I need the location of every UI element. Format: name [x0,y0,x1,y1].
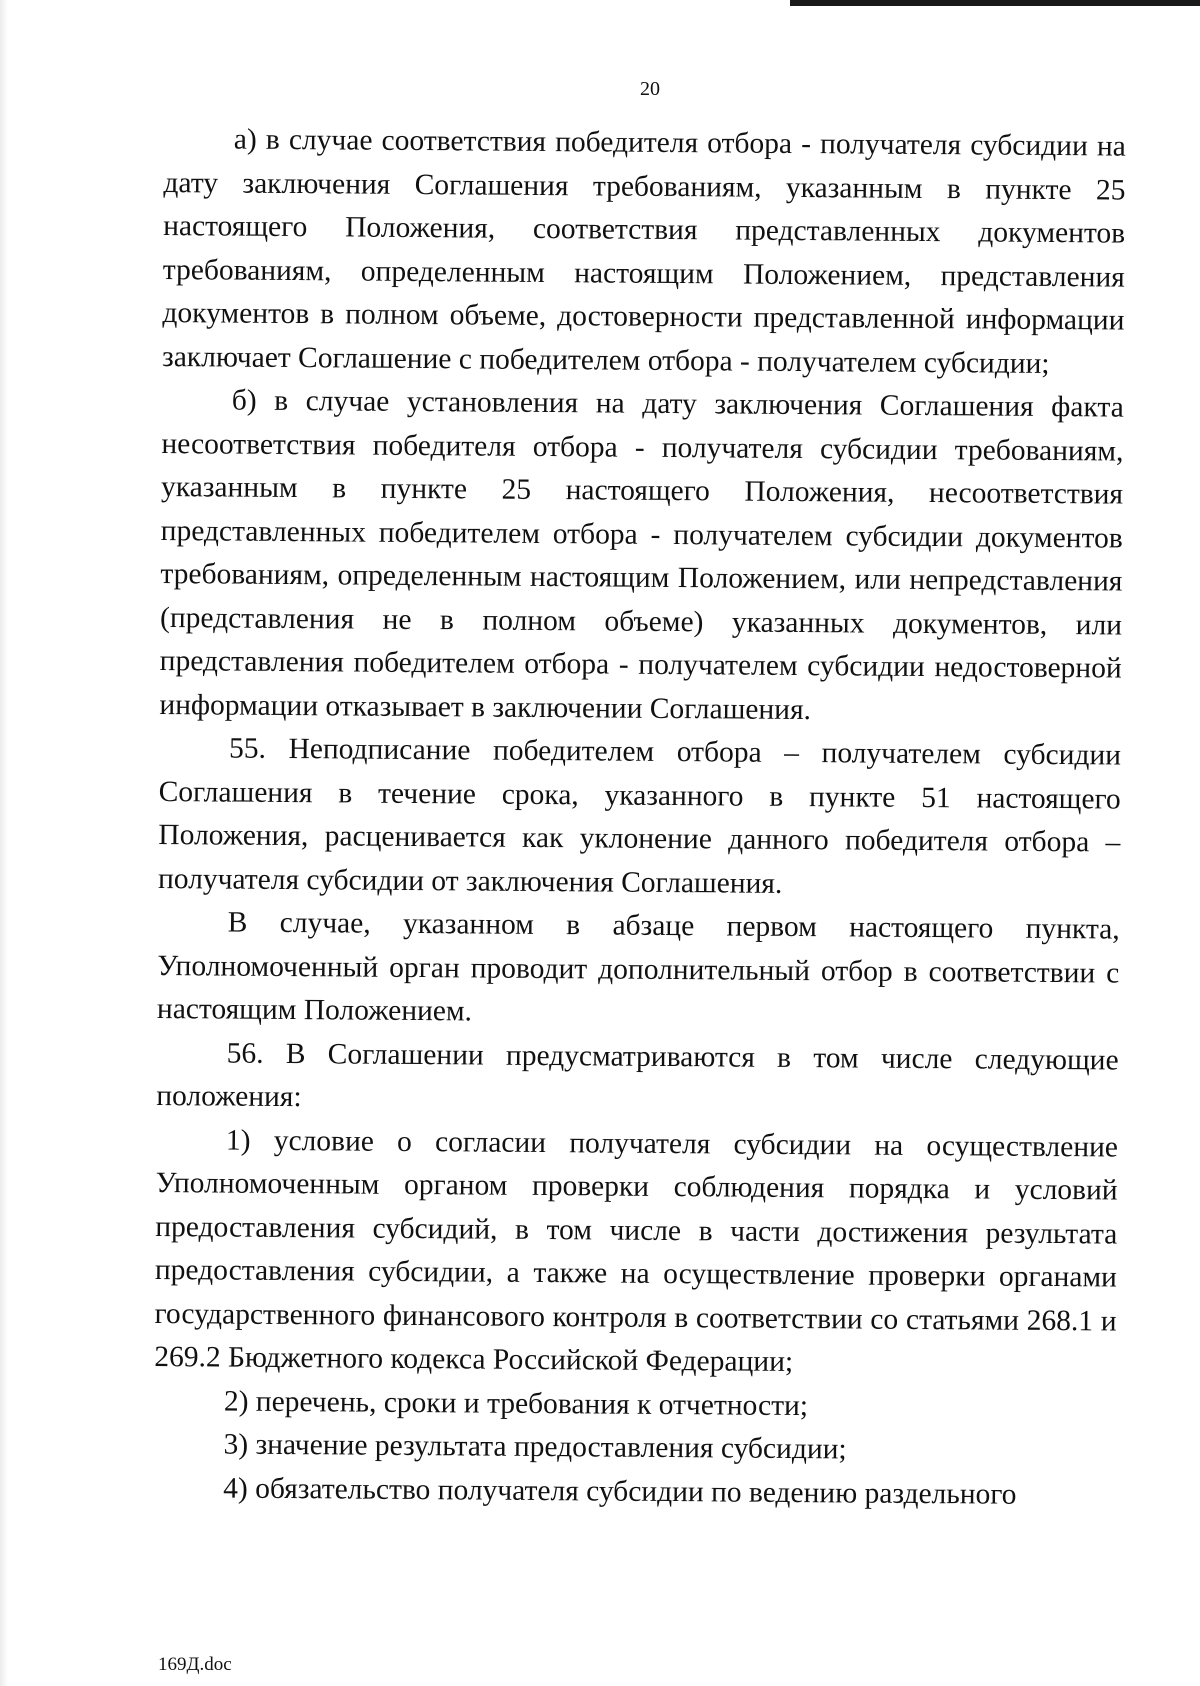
list-item-3: 3) значение результата предоставления субсидии; [223,1428,847,1466]
scan-artifact-left-edge [0,0,8,1686]
list-item-1: 1) условие о согласии получателя субсидии на осуществление Уполномоченным органом проверки соблюдения порядка и условий предоставления субсидий, в том числе в части достижения результата предоставления субсидии, а также на осуществление проверки органами государственного финансового контроля в соответствии со статьями 268.1 и 269.2 Бюджетного кодекса Российской Федерации; [154,1124,1119,1378]
document-body [153,118,1126,1518]
paragraph-55: 55. Неподписание победителем отбора – получателем субсидии Соглашения в течение срока, указанного в пункте 51 настоящего Положения, расценивается как уклонение данного победителя отбора – получателя субсидии от заключения Соглашения. [157,732,1122,900]
page-number: 20 [640,78,660,100]
footer-filename: 169Д.doc [158,1654,232,1675]
scan-artifact-top-line [790,0,1200,6]
list-item-2: 2) перечень, сроки и требования к отчетности; [223,1385,809,1422]
paragraph-55-case: В случае, указанном в абзаце первом настоящего пункта, Уполномоченный орган проводит дополнительный отбор в соответствии с настоящим Положением. [156,906,1120,1028]
paragraph-b: б) в случае установления на дату заключения Соглашения факта несоответствия победителя отбора - получателя субсидии требованиям, указанным в пункте 25 настоящего Положения, несоответствия представленных победителем отбора - получателем субсидии документов требованиям, определенным настоящим Положением, или непредставления (представления не в полном объеме) указанных документов, или представления победителем отбора - получателем субсидии недостоверной информации отказывает в заключении Соглашения. [159,384,1124,726]
paragraph-a: а) в случае соответствия победителя отбора - получателя субсидии на дату заключения Соглашения требованиям, указанным в пункте 25 настоящего Положения, соответствия представленных документов требованиям, определенным настоящим Положением, представления документов в полном объеме, достоверности представленной информации заключает Соглашение с победителем отбора - получателем субсидии; [162,123,1126,380]
paragraph-56: 56. В Соглашении предусматриваются в том числе следующие положения: [156,1037,1119,1114]
list-item-4: 4) обязательство получателя субсидии по ведению раздельного [223,1472,1017,1511]
